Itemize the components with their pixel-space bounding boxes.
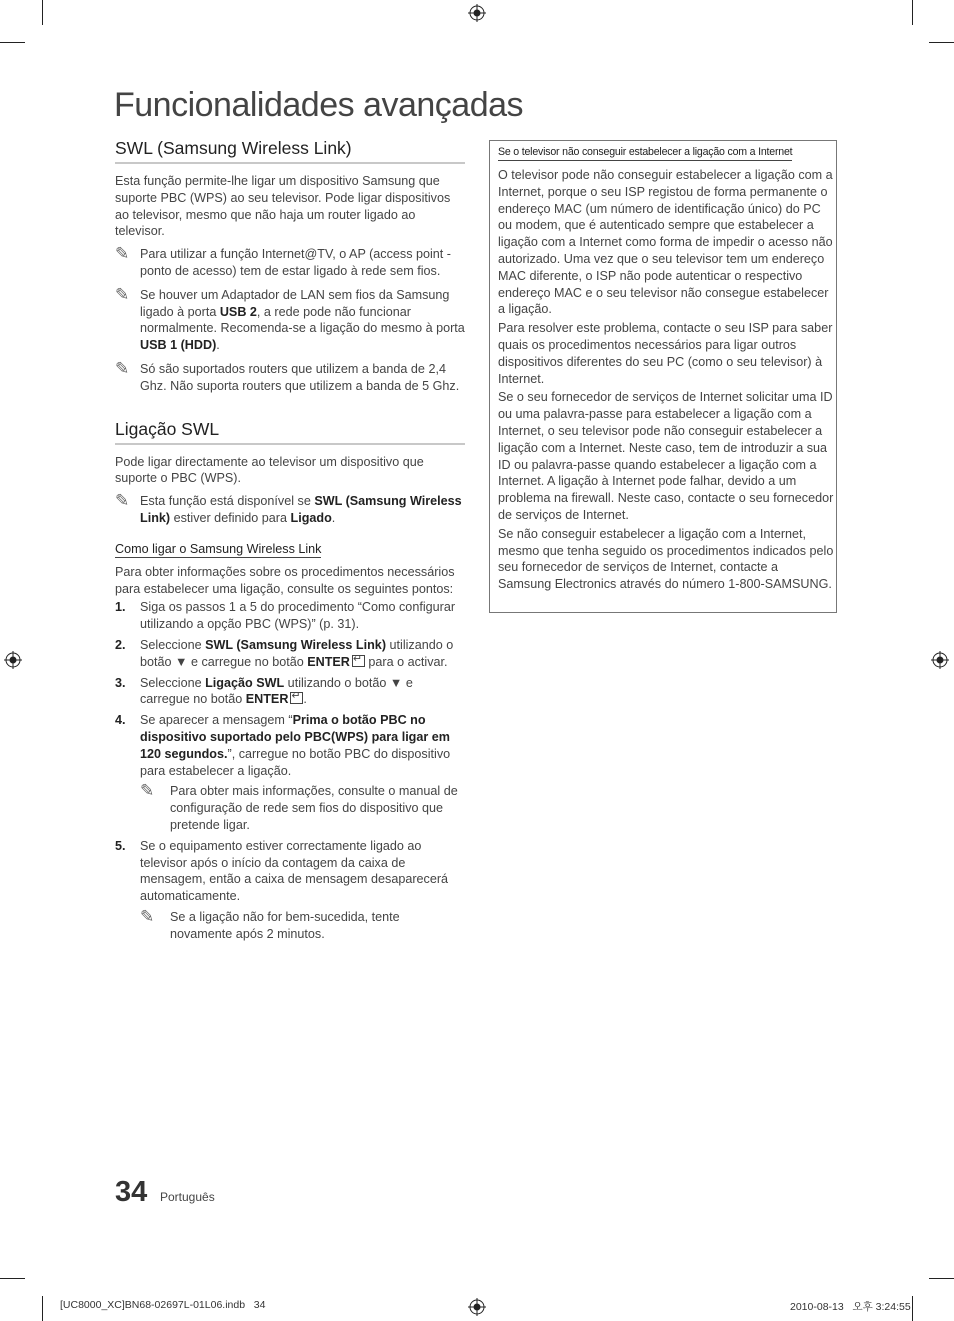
pencil-icon: ✎ [115, 244, 130, 264]
info-paragraph: O televisor pode não conseguir estabelecer a ligação com a Internet, porque o seu ISP registou de forma permanente o endereço MAC (um número de identificação único) do PC ou modem, que é autenticado sempre que estabelecer a ligação com a Internet como forma de impedir o acesso não autorizado. Uma vez que o seu televisor tem um endereço MAC diferente, o ISP não pode autenticar o respectivo endereço MAC e o seu televisor não consegue estabelecer a ligação. [498, 168, 833, 317]
section-heading-ligacao: Ligação SWL [115, 419, 465, 445]
crop-mark [929, 42, 954, 43]
pencil-icon: ✎ [115, 491, 130, 511]
step-2: 2. Seleccione SWL (Samsung Wireless Link) utilizando o botão ▼ e carregue no botão ENTER↵ para o activar. [115, 637, 465, 671]
note: ✎ Só são suportados routers que utilizem a banda de 2,4 Ghz. Não suporta routers que utilizem a banda de 5 Ghz. [115, 358, 460, 393]
step-note: ✎ Se a ligação não for bem-sucedida, tente novamente após 2 minutos. [140, 906, 400, 941]
crop-mark [912, 0, 913, 25]
page-language: Português [160, 1190, 215, 1204]
crop-mark [912, 1296, 913, 1321]
print-footer-date: 2010-08-13 오후 3:24:55 [790, 1301, 911, 1313]
subsection-intro: Para obter informações sobre os procedimentos necessários para estabelecer uma ligação, consulte os seguintes pontos: [115, 564, 455, 596]
info-box-title: Se o televisor não conseguir estabelecer a ligação com a Internet [498, 146, 792, 161]
step-3: 3. Seleccione Ligação SWL utilizando o botão ▼ e carregue no botão ENTER↵ . [115, 675, 465, 709]
section-heading-swl: SWL (Samsung Wireless Link) [115, 138, 465, 164]
enter-key-icon [290, 692, 303, 704]
pencil-icon: ✎ [115, 284, 130, 304]
registration-mark-icon [931, 651, 949, 669]
page-number: 34 [115, 1176, 148, 1208]
note: ✎ Esta função está disponível se SWL (Samsung Wireless Link) estiver definido para Ligado. [115, 491, 462, 525]
note: ✎ Para utilizar a função Internet@TV, o AP (access point - ponto de acesso) tem de estar ligado à rede sem fios. [115, 244, 451, 278]
step-1: 1. Siga os passos 1 a 5 do procedimento “Como configurar utilizando a opção PBC (WPS)” (p. 31). [115, 600, 456, 632]
swl-intro: Esta função permite-lhe ligar um dispositivo Samsung que suporte PBC (WPS) ao seu televisor. Pode ligar dispositivos ao televisor, mesmo que não haja um router ligado ao televisor. [115, 174, 451, 239]
registration-mark-icon [468, 1298, 486, 1316]
registration-mark-icon [468, 4, 486, 22]
print-footer-file: [UC8000_XC]BN68-02697L-01L06.indb 34 [60, 1299, 266, 1311]
pencil-icon: ✎ [140, 906, 155, 926]
crop-mark [42, 0, 43, 25]
pencil-icon: ✎ [115, 358, 130, 378]
page-title: Funcionalidades avançadas [114, 86, 524, 124]
enter-key-icon [352, 655, 365, 667]
crop-mark [929, 1278, 954, 1279]
subsection-heading: Como ligar o Samsung Wireless Link [115, 541, 322, 556]
left-column [115, 138, 465, 946]
crop-mark [0, 42, 25, 43]
note: ✎ Se houver um Adaptador de LAN sem fios da Samsung ligado à porta USB 2, a rede pode não funcionar normalmente. Recomenda-se a ligação do mesmo à porta USB 1 (HDD). [115, 284, 465, 353]
pencil-icon: ✎ [140, 781, 155, 801]
crop-mark [42, 1296, 43, 1321]
step-4: 4. Se aparecer a mensagem “Prima o botão PBC no dispositivo suportado pelo PBC(WPS) para ligar em 120 segundos.”, carregue no botão PBC do dispositivo para estabelecer a ligação. [115, 713, 451, 778]
crop-mark [0, 1278, 25, 1279]
info-paragraph: Se o seu fornecedor de serviços de Internet solicitar uma ID ou uma palavra-passe para estabelecer a ligação com a Internet, o seu televisor pode não conseguir estabelecer a ligação com a Internet. Neste caso, tem de introduzir a sua ID ou palavra-passe quando estabelecer a ligação com a Internet. A ligação à Internet pode falhar, devido a um problema na firewall. Neste caso, contacte o seu fornecedor de serviços de Internet. [498, 390, 834, 522]
info-paragraph: Para resolver este problema, contacte o seu ISP para saber quais os procedimentos necessários para ligar outros dispositivos diferentes do seu PC (como o seu televisor) à Internet. [498, 321, 833, 386]
step-5: 5. Se o equipamento estiver correctamente ligado ao televisor após o início da contagem da caixa de mensagem, então a caixa de mensagem desaparecerá automaticamente. [115, 838, 449, 904]
info-box-body [498, 167, 834, 595]
step-note: ✎ Para obter mais informações, consulte o manual de configuração de rede sem fios do dispositivo que pretende ligar. [140, 781, 458, 832]
registration-mark-icon [4, 651, 22, 669]
info-paragraph: Se não conseguir estabelecer a ligação com a Internet, mesmo que tenha seguido os procedimentos indicados pelo seu fornecedor de serviços de Internet, contacte a Samsung Electronics através do número 1-800-SAMSUNG. [498, 526, 834, 592]
info-box [489, 140, 837, 613]
ligacao-intro: Pode ligar directamente ao televisor um dispositivo que suporte o PBC (WPS). [115, 454, 424, 486]
